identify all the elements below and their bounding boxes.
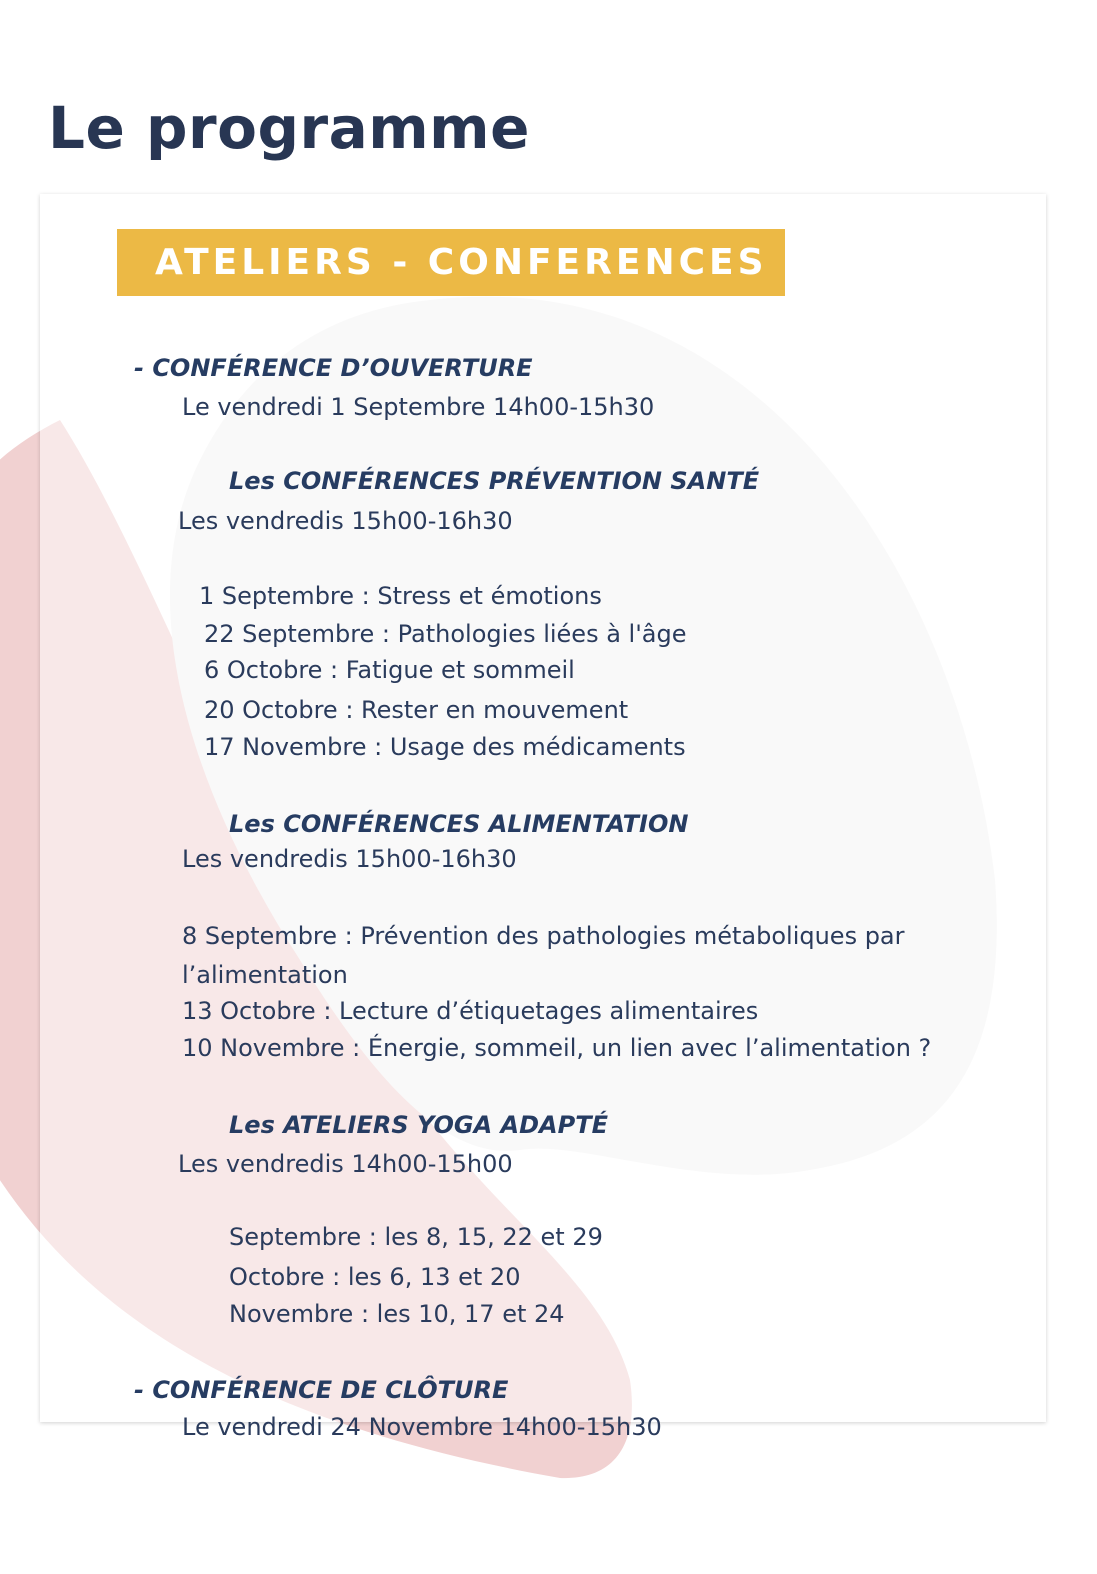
alimentation-schedule: Les vendredis 15h00-16h30 bbox=[182, 845, 517, 873]
yoga-schedule: Les vendredis 14h00-15h00 bbox=[178, 1150, 513, 1178]
prevention-schedule: Les vendredis 15h00-16h30 bbox=[178, 507, 513, 535]
closing-heading: - CONFÉRENCE DE CLÔTURE bbox=[134, 1376, 509, 1404]
yoga-heading: Les ATELIERS YOGA ADAPTÉ bbox=[229, 1111, 608, 1139]
opening-heading: - CONFÉRENCE D’OUVERTURE bbox=[134, 354, 533, 382]
section-banner bbox=[117, 229, 785, 296]
prevention-item: 1 Septembre : Stress et émotions bbox=[199, 582, 602, 610]
page-title: Le programme bbox=[48, 94, 530, 162]
prevention-item: 20 Octobre : Rester en mouvement bbox=[204, 696, 629, 724]
opening-schedule: Le vendredi 1 Septembre 14h00-15h30 bbox=[182, 393, 655, 421]
prevention-heading: Les CONFÉRENCES PRÉVENTION SANTÉ bbox=[229, 467, 760, 495]
yoga-item: Septembre : les 8, 15, 22 et 29 bbox=[229, 1223, 603, 1251]
alimentation-item: 8 Septembre : Prévention des pathologies métaboliques par bbox=[182, 922, 905, 950]
prevention-item: 22 Septembre : Pathologies liées à l'âge bbox=[204, 620, 687, 648]
alimentation-item: 10 Novembre : Énergie, sommeil, un lien avec l’alimentation ? bbox=[182, 1034, 932, 1062]
alimentation-item: l’alimentation bbox=[182, 961, 348, 989]
alimentation-heading: Les CONFÉRENCES ALIMENTATION bbox=[229, 810, 689, 838]
yoga-item: Octobre : les 6, 13 et 20 bbox=[229, 1263, 521, 1291]
alimentation-item: 13 Octobre : Lecture d’étiquetages alimentaires bbox=[182, 997, 759, 1025]
prevention-item: 6 Octobre : Fatigue et sommeil bbox=[204, 656, 575, 684]
prevention-item: 17 Novembre : Usage des médicaments bbox=[204, 733, 686, 761]
yoga-item: Novembre : les 10, 17 et 24 bbox=[229, 1300, 565, 1328]
closing-schedule: Le vendredi 24 Novembre 14h00-15h30 bbox=[182, 1413, 662, 1441]
banner-label: ATELIERS - CONFERENCES bbox=[155, 242, 768, 283]
